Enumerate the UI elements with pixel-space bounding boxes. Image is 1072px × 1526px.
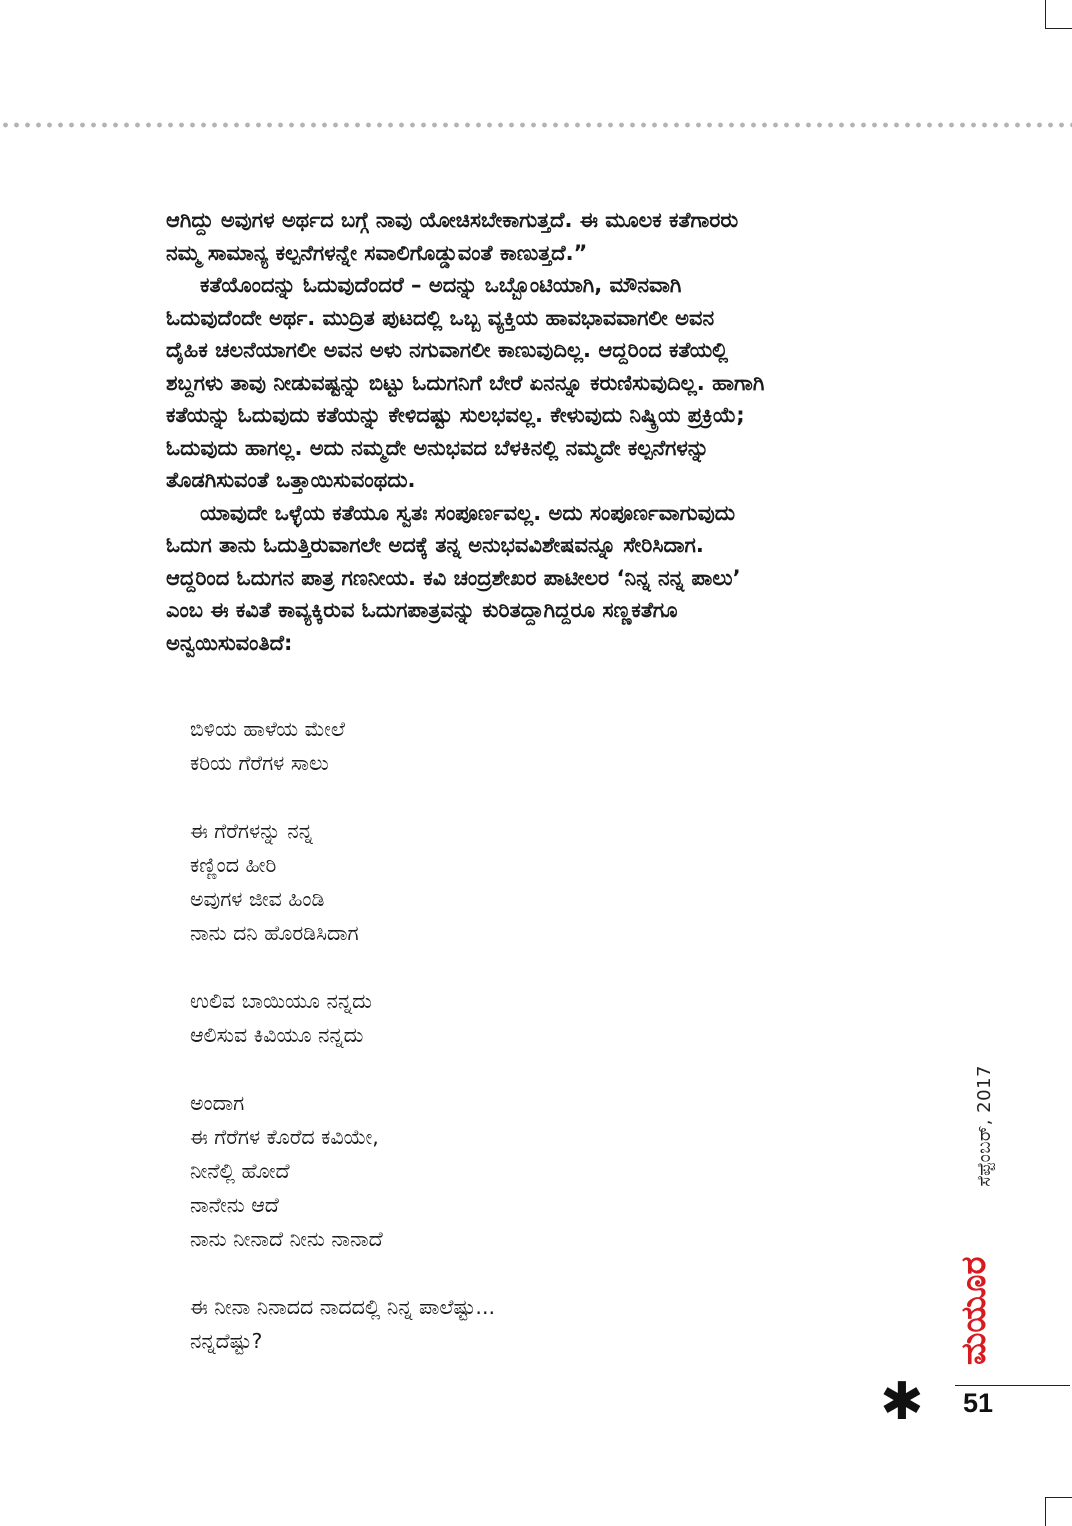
poem-stanza	[190, 712, 810, 780]
crop-mark-bottom-right	[1045, 1497, 1072, 1526]
poem-line: ಅಂದಾಗ	[190, 1091, 245, 1115]
dotted-header-rule	[0, 121, 1072, 129]
poem-line: ನಾನು ದನಿ ಹೊರಡಿಸಿದಾಗ	[190, 921, 359, 945]
crop-mark-top-right	[1045, 0, 1072, 29]
prose-line: ದೈಹಿಕ ಚಲನೆಯಾಗಲೀ ಅವನ ಅಳು ನಗುವಾಗಲೀ ಕಾಣುವುದಿಲ್ಲ. ಆದ್ದರಿಂದ ಕತೆಯಲ್ಲಿ	[166, 338, 729, 362]
page-number: 51	[963, 1388, 994, 1418]
poem-line: ಕರಿಯ ಗೆರೆಗಳ ಸಾಲು	[190, 751, 329, 775]
issue-date: ಸೆಪ್ಟೆಂಬರ್, 2017	[974, 1065, 995, 1187]
prose-line: ಓದುವುದು ಹಾಗಲ್ಲ. ಅದು ನಮ್ಮದೇ ಅನುಭವದ ಬೆಳಕಿನಲ್ಲಿ ನಮ್ಮದೇ ಕಲ್ಪನೆಗಳನ್ನು	[166, 435, 709, 460]
poem-line: ನನ್ನದೆಷ್ಟು?	[190, 1329, 263, 1353]
poem-line: ಆಲಿಸುವ ಕಿವಿಯೂ ನನ್ನದು	[190, 1023, 364, 1047]
poem-stanza	[190, 1086, 810, 1256]
prose-line: ಅನ್ವಯಿಸುವಂತಿದೆ:	[166, 630, 293, 655]
poem-stanza	[190, 984, 810, 1052]
poem-line: ಬಿಳಿಯ ಹಾಳೆಯ ಮೇಲೆ	[190, 717, 345, 741]
prose-line: ಆದ್ದರಿಂದ ಓದುಗನ ಪಾತ್ರ ಗಣನೀಯ. ಕವಿ ಚಂದ್ರಶೇಖರ ಪಾಟೀಲರ ‘ನಿನ್ನ ನನ್ನ ಪಾಲು’	[166, 565, 741, 590]
page-number-rule	[955, 1385, 1070, 1386]
poem-line: ನಾನು ನೀನಾದೆ ನೀನು ನಾನಾದೆ	[190, 1227, 383, 1251]
prose-line: ಕತೆಯೊಂದನ್ನು ಓದುವುದೆಂದರೆ – ಅದನ್ನು ಒಬ್ಬೊಂಟಿಯಾಗಿ, ಮೌನವಾಗಿ	[200, 273, 682, 297]
article-body	[166, 204, 906, 659]
poem-line: ಈ ನೀನಾ ನಿನಾದದ ನಾದದಲ್ಲಿ ನಿನ್ನ ಪಾಲೆಷ್ಟು...	[190, 1295, 495, 1319]
poem-line: ಈ ಗೆರೆಗಳನ್ನು ನನ್ನ	[190, 819, 313, 843]
magazine-logo: ಮಯೂರ	[954, 1256, 994, 1365]
prose-line: ತೊಡಗಿಸುವಂತೆ ಒತ್ತಾಯಿಸುವಂಥದು.	[166, 468, 416, 492]
star-icon: ✱	[880, 1372, 924, 1432]
poem-line: ನಾನೇನು ಆದೆ	[190, 1193, 279, 1217]
poem	[190, 712, 810, 1358]
prose-line: ಓದುಗ ತಾನು ಓದುತ್ತಿರುವಾಗಲೇ ಅದಕ್ಕೆ ತನ್ನ ಅನುಭವವಿಶೇಷವನ್ನೂ ಸೇರಿಸಿದಾಗ.	[166, 533, 704, 557]
poem-line: ಕಣ್ಣಿಂದ ಹೀರಿ	[190, 853, 277, 877]
prose-line: ಕತೆಯನ್ನು ಓದುವುದು ಕತೆಯನ್ನು ಕೇಳಿದಷ್ಟು ಸುಲಭವಲ್ಲ. ಕೇಳುವುದು ನಿಷ್ಕ್ರಿಯ ಪ್ರಕ್ರಿಯೆ;	[166, 403, 745, 427]
prose-line: ಯಾವುದೇ ಒಳ್ಳೆಯ ಕತೆಯೂ ಸ್ವತಃ ಸಂಪೂರ್ಣವಲ್ಲ. ಅದು ಸಂಪೂರ್ಣವಾಗುವುದು	[200, 500, 736, 525]
poem-line: ನೀನೆಲ್ಲಿ ಹೋದೆ	[190, 1159, 290, 1183]
poem-stanza	[190, 1290, 810, 1358]
poem-line: ಉಲಿವ ಬಾಯಿಯೂ ನನ್ನದು	[190, 989, 372, 1013]
poem-line: ಈ ಗೆರೆಗಳ ಕೊರೆದ ಕವಿಯೇ,	[190, 1125, 379, 1149]
poem-line: ಅವುಗಳ ಜೀವ ಹಿಂಡಿ	[190, 887, 325, 911]
prose-line: ಎಂಬ ಈ ಕವಿತೆ ಕಾವ್ಯಕ್ಕಿರುವ ಓದುಗಪಾತ್ರವನ್ನು ಕುರಿತದ್ದಾಗಿದ್ದರೂ ಸಣ್ಣಕತೆಗೂ	[166, 598, 678, 622]
prose-line: ಆಗಿದ್ದು ಅವುಗಳ ಅರ್ಥದ ಬಗ್ಗೆ ನಾವು ಯೋಚಿಸಬೇಕಾಗುತ್ತದೆ. ಈ ಮೂಲಕ ಕತೆಗಾರರು	[166, 208, 739, 232]
prose-line: ನಮ್ಮ ಸಾಮಾನ್ಯ ಕಲ್ಪನೆಗಳನ್ನೇ ಸವಾಲಿಗೊಡ್ಡುವಂತೆ ಕಾಣುತ್ತದೆ.”	[166, 240, 588, 265]
prose-line: ಓದುವುದೆಂದೇ ಅರ್ಥ. ಮುದ್ರಿತ ಪುಟದಲ್ಲಿ ಒಬ್ಬ ವ್ಯಕ್ತಿಯ ಹಾವಭಾವವಾಗಲೀ ಅವನ	[166, 305, 715, 330]
poem-stanza	[190, 814, 810, 950]
magazine-masthead	[954, 1065, 994, 1375]
prose-line: ಶಬ್ದಗಳು ತಾವು ನೀಡುವಷ್ಟನ್ನು ಬಿಟ್ಟು ಓದುಗನಿಗೆ ಬೇರೆ ಏನನ್ನೂ ಕರುಣಿಸುವುದಿಲ್ಲ. ಹಾಗಾಗಿ	[166, 370, 765, 395]
